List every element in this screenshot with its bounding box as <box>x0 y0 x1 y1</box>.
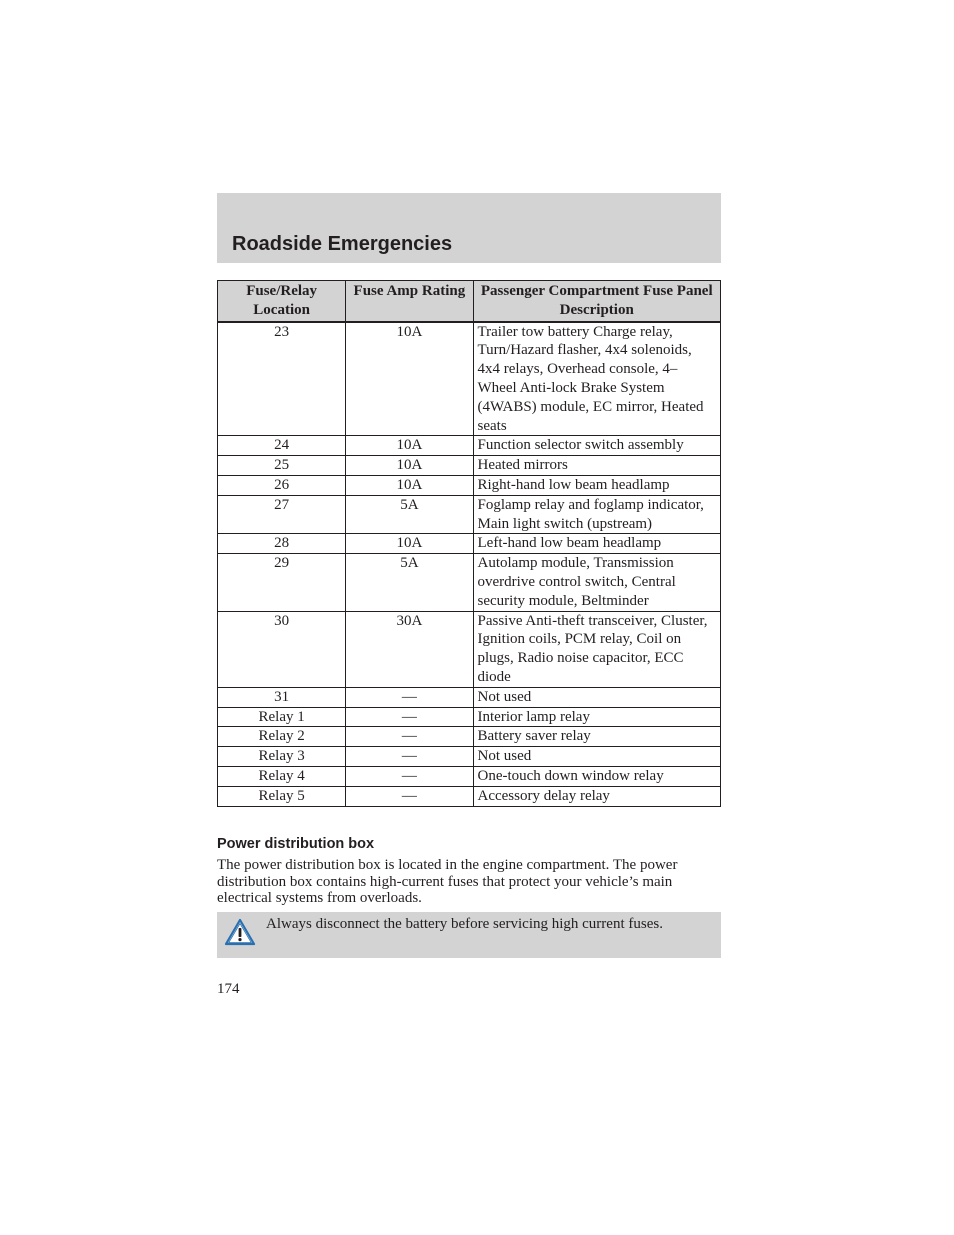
fuse-description-cell: Not used <box>473 687 721 707</box>
fuse-description-cell: Interior lamp relay <box>473 707 721 727</box>
column-header: Passenger Compartment Fuse Panel Description <box>473 281 721 322</box>
fuse-location-cell: 29 <box>218 554 346 611</box>
fuse-rating-cell: 30A <box>346 611 473 687</box>
table-row <box>218 727 721 747</box>
fuse-description-cell: Not used <box>473 747 721 767</box>
fuse-rating-cell: 10A <box>346 456 473 476</box>
fuse-location-cell: 31 <box>218 687 346 707</box>
fuse-location-cell: Relay 4 <box>218 766 346 786</box>
table-row <box>218 611 721 687</box>
fuse-location-cell: 24 <box>218 436 346 456</box>
fuse-location-cell: Relay 5 <box>218 786 346 806</box>
fuse-table-body <box>218 322 721 806</box>
warning-box <box>217 912 721 958</box>
table-row <box>218 475 721 495</box>
column-header: Fuse Amp Rating <box>346 281 473 322</box>
fuse-rating-cell: — <box>346 786 473 806</box>
table-row <box>218 436 721 456</box>
fuse-location-cell: 28 <box>218 534 346 554</box>
fuse-rating-cell: 5A <box>346 495 473 534</box>
table-row <box>218 766 721 786</box>
fuse-location-cell: 30 <box>218 611 346 687</box>
fuse-rating-cell: — <box>346 747 473 767</box>
fuse-rating-cell: 10A <box>346 436 473 456</box>
fuse-location-cell: 26 <box>218 475 346 495</box>
section-heading: Power distribution box <box>217 836 375 852</box>
section-paragraph: The power distribution box is located in the engine compartment. The power distribution box contains high-current fuses that protect your vehicle’s main electrical systems from overloads. <box>217 857 678 906</box>
table-row <box>218 747 721 767</box>
warning-triangle-icon <box>224 918 256 946</box>
table-row <box>218 534 721 554</box>
table-row <box>218 495 721 534</box>
table-row <box>218 554 721 611</box>
warning-text: Always disconnect the battery before servicing high current fuses. <box>266 916 663 932</box>
header-band <box>217 193 721 263</box>
fuse-description-cell: Foglamp relay and foglamp indicator, Main light switch (upstream) <box>473 495 721 534</box>
fuse-rating-cell: — <box>346 727 473 747</box>
table-row <box>218 786 721 806</box>
fuse-description-cell: Accessory delay relay <box>473 786 721 806</box>
fuse-rating-cell: 10A <box>346 475 473 495</box>
fuse-location-cell: Relay 2 <box>218 727 346 747</box>
fuse-description-cell: Trailer tow battery Charge relay, Turn/Hazard flasher, 4x4 solenoids, 4x4 relays, Overhead console, 4–Wheel Anti-lock Brake System (4WABS) module, EC mirror, Heated seats <box>473 322 721 436</box>
fuse-description-cell: Autolamp module, Transmission overdrive control switch, Central security module, Beltminder <box>473 554 721 611</box>
header-row <box>218 281 721 322</box>
fuse-rating-cell: 10A <box>346 534 473 554</box>
table-row <box>218 322 721 436</box>
column-header: Fuse/Relay Location <box>218 281 346 322</box>
fuse-description-cell: Passive Anti-theft transceiver, Cluster, Ignition coils, PCM relay, Coil on plugs, Radio noise capacitor, ECC diode <box>473 611 721 687</box>
fuse-rating-cell: — <box>346 687 473 707</box>
fuse-rating-cell: 5A <box>346 554 473 611</box>
fuse-location-cell: Relay 3 <box>218 747 346 767</box>
fuse-location-cell: 27 <box>218 495 346 534</box>
fuse-rating-cell: — <box>346 766 473 786</box>
fuse-description-cell: Function selector switch assembly <box>473 436 721 456</box>
table-row <box>218 687 721 707</box>
fuse-location-cell: Relay 1 <box>218 707 346 727</box>
fuse-description-cell: Heated mirrors <box>473 456 721 476</box>
table-row <box>218 707 721 727</box>
fuse-description-cell: Right-hand low beam headlamp <box>473 475 721 495</box>
fuse-description-cell: Left-hand low beam headlamp <box>473 534 721 554</box>
fuse-description-cell: One-touch down window relay <box>473 766 721 786</box>
fuse-description-cell: Battery saver relay <box>473 727 721 747</box>
fuse-location-cell: 23 <box>218 322 346 436</box>
fuse-table <box>217 280 721 807</box>
table-row <box>218 456 721 476</box>
fuse-rating-cell: — <box>346 707 473 727</box>
fuse-location-cell: 25 <box>218 456 346 476</box>
page-title: Roadside Emergencies <box>232 233 453 255</box>
page-number: 174 <box>217 981 240 997</box>
fuse-rating-cell: 10A <box>346 322 473 436</box>
fuse-table-header <box>218 281 721 322</box>
